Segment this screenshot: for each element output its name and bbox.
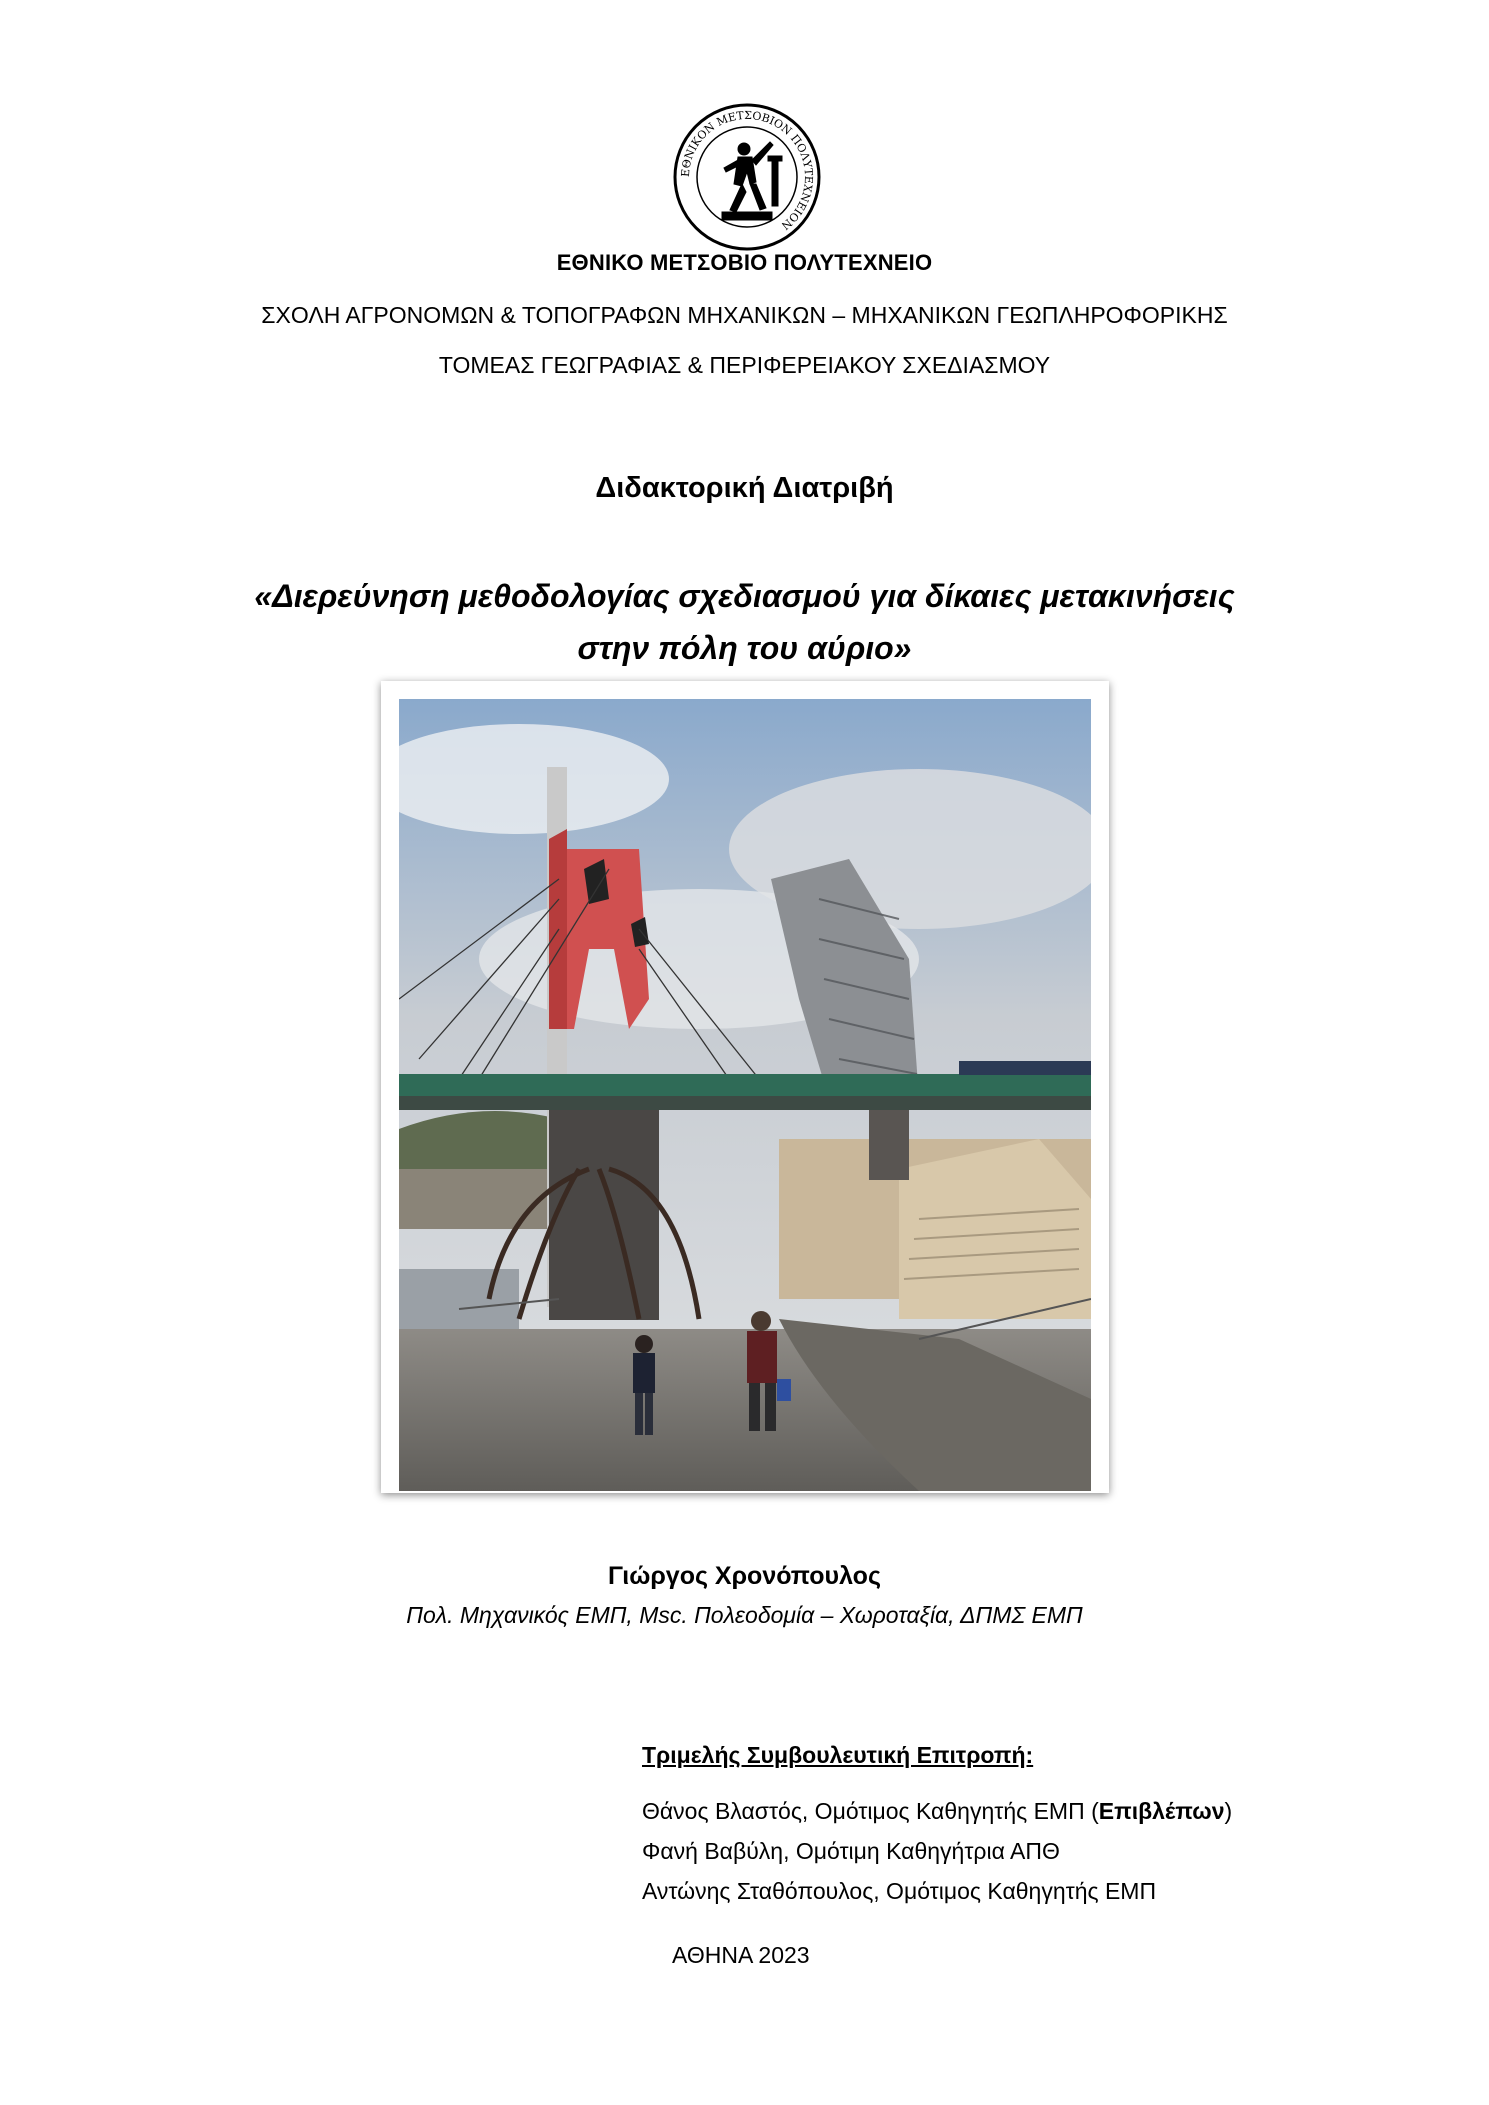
department-name: ΤΟΜΕΑΣ ΓΕΩΓΡΑΦΙΑΣ & ΠΕΡΙΦΕΡΕΙΑΚΟΥ ΣΧΕΔΙΑΣΜΟΥ (438, 352, 1051, 378)
supervisor-role: Επιβλέπων (1098, 1798, 1225, 1824)
committee-member (642, 1791, 1462, 1831)
committee-member-text: Θάνος Βλαστός, Ομότιμος Καθηγητής ΕΜΠ ( (642, 1798, 1099, 1824)
author-name: Γιώργος Χρονόπουλος (608, 1562, 881, 1590)
thesis-title (0, 570, 1489, 674)
seal-text: ΕΘΝΙΚΟΝ ΜΕΤΣΟΒΙΟΝ ΠΟΛΥΤΕΧΝΕΙΟΝ (678, 108, 816, 233)
committee-member-suffix: ) (1224, 1798, 1233, 1824)
thesis-title-line-2: στην πόλη του αύριο» (577, 630, 912, 666)
author-credentials: Πολ. Μηχανικός ΕΜΠ, Msc. Πολεοδομία – Χωροταξία, ΔΠΜΣ ΕΜΠ (406, 1602, 1083, 1628)
cover-photo-frame (381, 681, 1109, 1493)
school-name: ΣΧΟΛΗ ΑΓΡΟΝΟΜΩΝ & ΤΟΠΟΓΡΑΦΩΝ ΜΗΧΑΝΙΚΩΝ – ΜΗΧΑΝΙΚΩΝ ΓΕΩΠΛΗΡΟΦΟΡΙΚΗΣ (261, 302, 1228, 328)
advisory-committee (642, 1742, 1462, 1911)
committee-member-text: Αντώνης Σταθόπουλος, Ομότιμος Καθηγητής ΕΜΠ (642, 1878, 1157, 1904)
committee-heading: Τριμελής Συμβουλευτική Επιτροπή: (642, 1742, 1034, 1768)
document-type: Διδακτορική Διατριβή (595, 472, 894, 504)
thesis-title-line-1: «Διερεύνηση μεθοδολογίας σχεδιασμού για δίκαιες μετακινήσεις (254, 578, 1235, 614)
place-and-year: ΑΘΗΝΑ 2023 (672, 1942, 810, 1968)
institution-name: ΕΘΝΙΚΟ ΜΕΤΣΟΒΙΟ ΠΟΛΥΤΕΧΝΕΙΟ (556, 250, 933, 275)
committee-member-text: Φανή Βαβύλη, Ομότιμη Καθηγήτρια ΑΠΘ (642, 1838, 1060, 1864)
committee-member (642, 1831, 1462, 1871)
committee-member (642, 1871, 1462, 1911)
cover-photo-bridge (399, 699, 1091, 1491)
university-seal-logo (672, 102, 822, 252)
